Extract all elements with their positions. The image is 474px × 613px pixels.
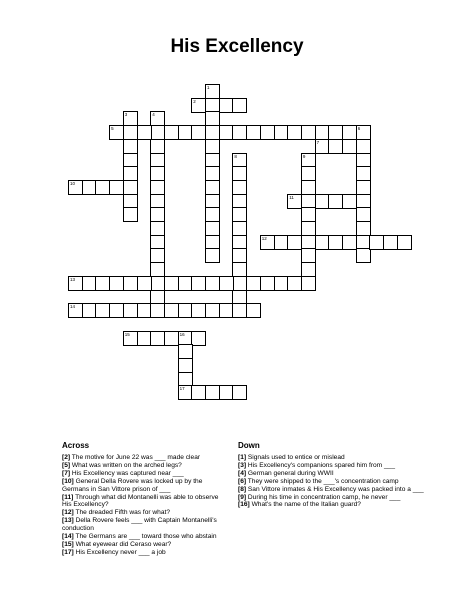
clue-text: What was written on the arched legs? (70, 461, 182, 469)
clue-number: 12 (261, 235, 267, 241)
clue-number-label: [9] (238, 493, 247, 501)
across-clue (62, 462, 227, 470)
clue-text: San Vittore inmates & His Excellency was packed into a ___ (246, 485, 424, 493)
clue-number-label: [6] (238, 477, 247, 485)
grid-cell[interactable] (246, 303, 261, 318)
grid-cell[interactable] (287, 235, 302, 250)
clue-number: 5 (111, 126, 114, 132)
clue-text: What's the name of the Italian guard? (249, 501, 361, 509)
across-clue (62, 517, 227, 533)
clue-number-label: [12] (62, 509, 74, 517)
clue-number-label: [3] (238, 461, 247, 469)
clue-number-label: [14] (62, 533, 74, 541)
grid-cell[interactable] (342, 235, 357, 250)
clue-number: 14 (70, 304, 76, 310)
clue-number-label: [5] (62, 461, 71, 469)
grid-cell[interactable] (342, 139, 357, 154)
clue-number: 9 (302, 153, 306, 159)
clue-number-label: [4] (238, 469, 247, 477)
clue-text: Signals used to entice or mislead (246, 454, 345, 461)
clue-text: During his time in concentration camp, he never ___ (246, 493, 401, 501)
grid-cell[interactable] (191, 98, 206, 113)
grid-cell[interactable] (287, 194, 302, 209)
clue-number: 13 (70, 276, 76, 282)
down-clue (238, 454, 438, 462)
grid-cell[interactable] (109, 180, 124, 195)
down-clue (238, 494, 438, 502)
clue-text: His Excellency was captured near ___ (70, 469, 184, 477)
clue-number-label: [1] (238, 454, 247, 461)
clue-text: The Germans are ___ toward those who abstain (73, 533, 217, 541)
down-clue (238, 478, 438, 486)
across-clue (62, 509, 227, 517)
clue-number: 4 (152, 112, 155, 118)
clue-text: Through what did Montanelli was able to observe His Excellency? (62, 493, 219, 509)
across-clue (62, 549, 227, 557)
clue-number-label: [13] (62, 517, 74, 525)
clue-text: They were shipped to the ___'s concentration camp (246, 477, 399, 485)
across-clue (62, 541, 227, 549)
clue-number-label: [10] (62, 477, 74, 485)
clue-number: 10 (70, 180, 76, 186)
across-heading: Across (62, 441, 90, 450)
clue-number: 3 (124, 112, 128, 118)
clue-text: What eyewear did Ceraso wear? (73, 540, 172, 548)
down-clues (238, 441, 438, 509)
across-clue (62, 454, 227, 462)
down-clue (238, 501, 438, 509)
down-clue (238, 462, 438, 470)
clue-text: The motive for June 22 was ___ made clear (70, 454, 201, 461)
clue-number-label: [11] (62, 493, 74, 501)
clue-text: German general during WWII (246, 469, 334, 477)
grid-cell[interactable] (301, 276, 316, 291)
across-clue (62, 494, 227, 510)
clue-text: General Della Rovere was locked up by the Germans in San Vittore prison of ___ (62, 477, 203, 493)
grid-cell[interactable] (219, 276, 234, 291)
across-clue (62, 478, 227, 494)
clue-number: 16 (179, 331, 185, 337)
down-clue (238, 470, 438, 478)
grid-cell[interactable] (356, 248, 371, 263)
clue-number-label: [8] (238, 485, 247, 493)
clue-number-label: [17] (62, 548, 74, 556)
grid-cell[interactable] (109, 125, 124, 140)
clue-number: 15 (124, 331, 130, 337)
grid-cell[interactable] (137, 276, 152, 291)
clue-number-label: [16] (238, 501, 250, 509)
clue-text: His Excellency never ___ a job (73, 548, 166, 556)
clue-number: 7 (316, 139, 320, 145)
clue-number: 17 (179, 386, 185, 392)
puzzle-title: His Excellency (170, 36, 304, 57)
across-clues (62, 441, 227, 557)
clue-number-label: [2] (62, 454, 71, 461)
down-heading: Down (238, 441, 260, 450)
across-clue (62, 470, 227, 478)
grid-cell[interactable] (397, 235, 412, 250)
down-clue (238, 486, 438, 494)
clue-number-label: [15] (62, 540, 74, 548)
grid-cell[interactable] (342, 194, 357, 209)
grid-cell[interactable] (137, 125, 152, 140)
clue-text: Della Rovere feels ___ with Captain Montanelli's conduction (62, 517, 217, 533)
grid-cell[interactable] (232, 98, 247, 113)
clue-number: 1 (207, 85, 210, 90)
grid-cell[interactable] (123, 207, 138, 222)
clue-number-label: [7] (62, 469, 71, 477)
grid-cell[interactable] (205, 248, 220, 263)
clue-text: The dreaded Fifth was for what? (73, 509, 171, 517)
clue-text: His Excellency's companions spared him from ___ (246, 461, 396, 469)
clue-number: 2 (193, 98, 196, 104)
grid-cell[interactable] (232, 385, 247, 400)
grid-cell[interactable] (191, 125, 206, 140)
clue-number: 8 (234, 153, 237, 159)
clue-number: 11 (289, 194, 294, 200)
across-clue (62, 533, 227, 541)
clue-number: 6 (357, 126, 361, 132)
grid-cell[interactable] (191, 331, 206, 346)
